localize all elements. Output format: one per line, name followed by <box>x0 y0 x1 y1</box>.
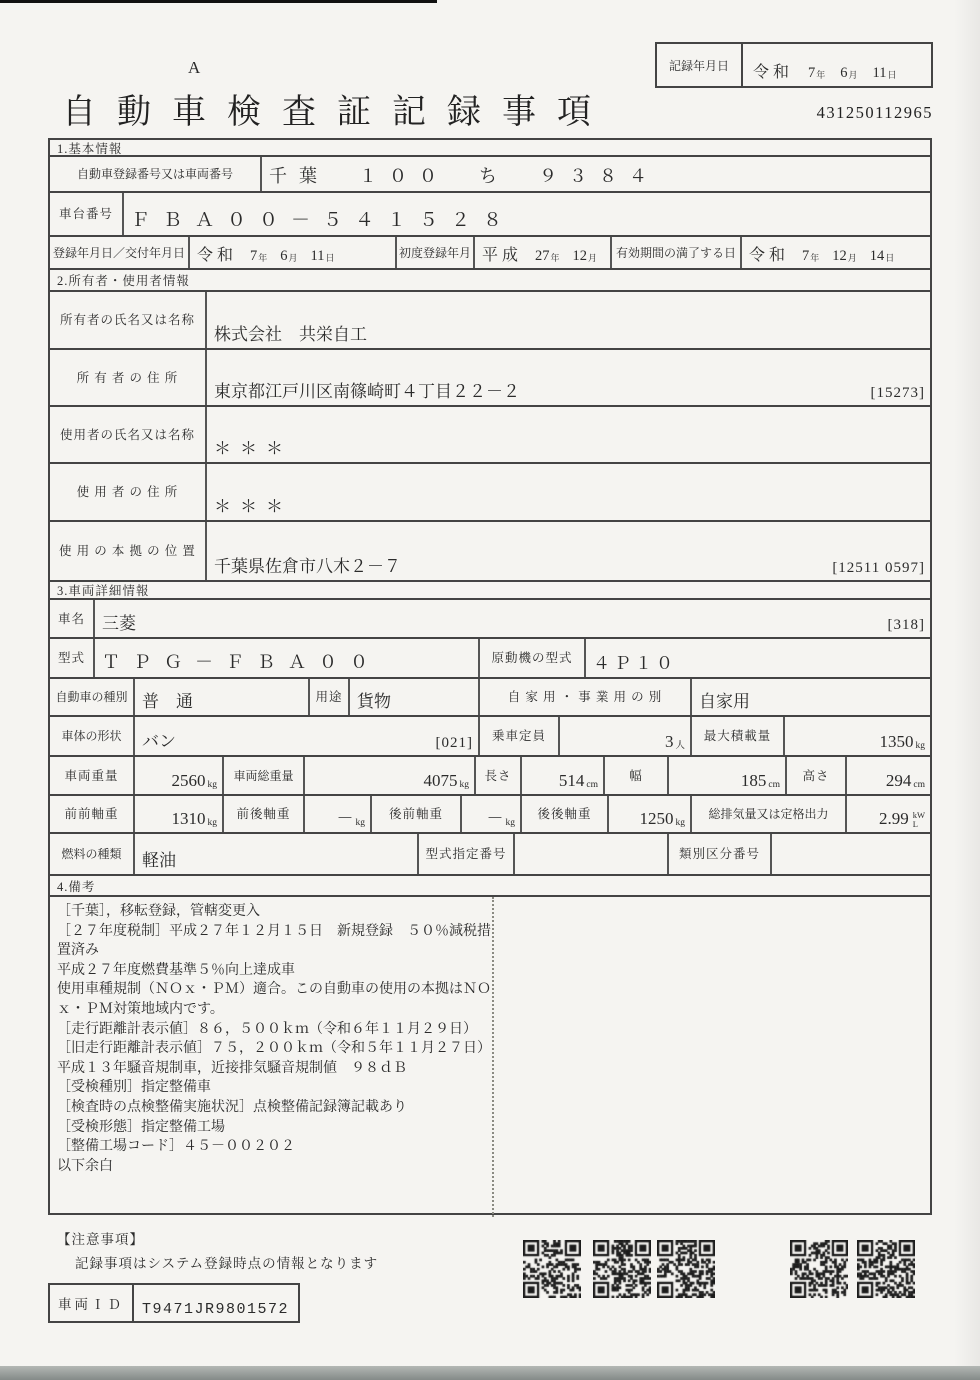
record-date-box <box>655 42 933 88</box>
section-heading-owner: 2.所有者・使用者情報 <box>50 268 930 290</box>
row-chassis-number <box>50 191 930 235</box>
notice-title: 【注意事項】 <box>57 1232 144 1247</box>
row-category-use <box>50 677 930 715</box>
section-heading-remarks: 4.備考 <box>50 874 930 895</box>
remarks-line: ［受検種別］指定整備車 <box>57 1080 211 1096</box>
expiry-date-label: 有効期間の満了する日 <box>612 237 742 268</box>
body-shape-code: [021] <box>435 735 473 751</box>
record-date-value <box>743 44 931 86</box>
row-weights-dimensions <box>50 755 930 794</box>
row-user-address <box>50 462 930 520</box>
category-label: 自動車の種別 <box>50 679 135 715</box>
month-unit: 月 <box>848 70 858 80</box>
vehicle-name-label: 車名 <box>50 600 95 637</box>
first-registration-value: 平成 27 年 12 月 <box>475 237 612 268</box>
section-heading-vehicle: 3.車両詳細情報 <box>50 580 930 598</box>
remarks-line: ｘ・ＰＭ対策地域内です。 <box>57 1001 224 1017</box>
model-value: ＴＰＧ－ＦＢＡ００ <box>95 639 480 677</box>
qr-code-5 <box>857 1240 915 1298</box>
displacement-value: 2.99 kW L <box>878 809 925 829</box>
displacement-label: 総排気量又は定格出力 <box>692 796 847 832</box>
category-value: 普 通 <box>135 679 310 715</box>
row-registration-number <box>50 155 930 191</box>
qr-code-2 <box>593 1240 651 1298</box>
engine-model-label: 原動機の型式 <box>480 639 586 677</box>
remarks-line: 平成１３年騒音規制車，近接排気騒音規制値 ９８ｄＢ <box>57 1060 407 1076</box>
remarks-line: ［走行距離計表示値］８６，５００ｋｍ（令和６年１１月２９日） <box>57 1021 477 1037</box>
capacity-value: 3 人 <box>560 717 692 755</box>
qr-code-4 <box>790 1240 848 1298</box>
page-title: 自動車検査証記録事項 <box>62 94 612 131</box>
axle-rear-rear-value: 1250 kg <box>609 796 692 832</box>
type-cert-number-label: 型式指定番号 <box>419 834 515 874</box>
record-date-label: 記録年月日 <box>657 44 743 86</box>
axle-front-front-label: 前前軸重 <box>50 796 135 832</box>
gross-weight-value: 4075 kg <box>305 757 476 794</box>
max-load-label: 最大積載量 <box>692 717 785 755</box>
user-name-label: 使用者の氏名又は名称 <box>50 407 207 462</box>
expiry-date-value: 令和 7 年 12 月 14 日 <box>749 247 895 264</box>
body-shape-value: バン [021] <box>135 717 480 755</box>
height-label: 高さ <box>787 757 847 794</box>
axle-rear-front-label: 後前軸重 <box>372 796 462 832</box>
remarks-line: 以下余白 <box>57 1158 113 1174</box>
record-date-year: 7 <box>808 65 816 81</box>
vehicle-id-box <box>48 1283 300 1323</box>
axle-front-rear-value: － kg <box>305 796 372 832</box>
user-address-value: ＊＊＊ <box>214 497 292 516</box>
remarks-text <box>57 902 491 1176</box>
remarks-line: 使用車種規制（ＮＯｘ・ＰＭ）適合。この自動車の使用の本拠はＮＯ <box>57 982 491 998</box>
vehicle-name-value: 三菱 [318] <box>102 614 925 633</box>
certificate-table <box>48 138 932 1215</box>
length-value: 514 cm <box>522 757 605 794</box>
record-date-month: 6 <box>840 65 848 81</box>
row-fuel <box>50 832 930 874</box>
owner-address-label: 所 有 者 の 住 所 <box>50 350 207 405</box>
row-vehicle-name <box>50 598 930 637</box>
use-value: 貨物 <box>350 679 480 715</box>
fuel-label: 燃料の種類 <box>50 834 135 874</box>
base-location-code: [12511 0597] <box>832 560 925 576</box>
remarks-line: ［千葉］，移転登録，管轄変更入 <box>57 904 260 919</box>
registration-date-value: 令和 7 年 6 月 11 日 <box>190 237 397 268</box>
weight-label: 車両重量 <box>50 757 135 794</box>
chassis-number-value: ＦＢＡ００－５４１５２８ <box>131 210 516 231</box>
scan-artifact-top-line <box>0 0 437 3</box>
user-address-label: 使 用 者 の 住 所 <box>50 464 207 520</box>
row-body-shape <box>50 715 930 755</box>
remarks-line: 平成２７年度燃費基準５％向上達成車 <box>57 962 295 978</box>
fuel-value: 軽油 <box>135 834 419 874</box>
vehicle-id-label: 車両ＩＤ <box>50 1285 134 1321</box>
remarks-line: ［旧走行距離計表示値］７５，２００ｋｍ（令和５年１１月２７日） <box>57 1041 491 1057</box>
owner-address-code: [15273] <box>870 385 925 401</box>
axle-front-rear-label: 前後軸重 <box>224 796 305 832</box>
page-code: A <box>188 58 201 77</box>
record-date-day: 11 <box>872 65 887 81</box>
registration-number-value: 千葉 １００ ち ９３８４ <box>269 166 659 186</box>
remarks-line: ［受検形態］指定整備工場 <box>57 1119 225 1135</box>
displacement-units: kW L <box>912 810 925 829</box>
gross-weight-label: 車両総重量 <box>224 757 305 794</box>
ownership-value: 自家用 <box>699 692 750 711</box>
length-label: 長さ <box>476 757 522 794</box>
base-location-label: 使 用 の 本 拠 の 位 置 <box>50 522 207 580</box>
vehicle-name-code: [318] <box>887 617 925 633</box>
registration-number-label: 自動車登録番号又は車両番号 <box>50 157 262 191</box>
first-registration-label: 初度登録年月 <box>397 237 475 268</box>
row-axle-weights <box>50 794 930 832</box>
record-date-era: 令和 <box>753 64 794 81</box>
remarks-line: ［検査時の点検整備実施状況］点検整備記録簿記載あり <box>57 1099 407 1115</box>
width-value: 185 cm <box>669 757 787 794</box>
base-location-value: 千葉県佐倉市八木２－７ [12511 0597] <box>214 557 925 576</box>
model-label: 型式 <box>50 639 95 677</box>
day-unit: 日 <box>887 70 897 80</box>
type-cert-number-value <box>515 834 669 874</box>
row-owner-address <box>50 348 930 405</box>
use-label: 用途 <box>310 679 350 715</box>
registration-date-label: 登録年月日／交付年月日 <box>50 237 190 268</box>
height-value: 294 cm <box>885 771 925 790</box>
engine-model-value: ４Ｐ１０ <box>593 654 677 673</box>
row-model <box>50 637 930 677</box>
remarks-line: ［２７年度税制］平成２７年１２月１５日 新規登録 ５０％減税措 <box>57 923 491 939</box>
class-number-label: 類別区分番号 <box>669 834 772 874</box>
remarks-line: ［整備工場コード］４５－００２０２ <box>57 1139 295 1155</box>
axle-rear-front-value: － kg <box>462 796 522 832</box>
owner-name-value: 株式会社 共栄自工 <box>214 325 367 344</box>
document-number: 431250112965 <box>816 103 933 122</box>
weight-value: 2560 kg <box>135 757 224 794</box>
remarks-column-divider <box>492 897 494 1217</box>
ownership-label: 自 家 用 ・ 事 業 用 の 別 <box>480 679 692 715</box>
vehicle-id-value: T9471JR9801572 <box>142 1301 290 1318</box>
qr-code-3 <box>657 1240 715 1298</box>
width-label: 幅 <box>605 757 669 794</box>
remarks-box <box>50 895 930 1217</box>
class-number-value <box>772 834 930 874</box>
remarks-line: 置済み <box>57 943 99 959</box>
row-dates <box>50 235 930 268</box>
max-load-value: 1350 kg <box>879 732 925 751</box>
row-base-location <box>50 520 930 580</box>
year-unit: 年 <box>816 70 826 80</box>
row-user-name <box>50 405 930 462</box>
capacity-label: 乗車定員 <box>480 717 560 755</box>
owner-address-value: 東京都江戸川区南篠崎町４丁目２２－２ [15273] <box>214 382 925 401</box>
axle-front-front-value: 1310 kg <box>135 796 224 832</box>
axle-rear-rear-label: 後後軸重 <box>522 796 609 832</box>
row-owner-name <box>50 290 930 348</box>
notice-text: 記録事項はシステム登録時点の情報となります <box>75 1256 379 1271</box>
body-shape-label: 車体の形状 <box>50 717 135 755</box>
section-heading-basic: 1.基本情報 <box>57 141 123 156</box>
chassis-number-label: 車台番号 <box>50 193 124 235</box>
user-name-value: ＊＊＊ <box>214 439 292 458</box>
qr-code-1 <box>523 1240 581 1298</box>
scan-artifact-right-shade <box>954 0 980 1366</box>
scan-artifact-bottom-band <box>0 1366 980 1380</box>
owner-name-label: 所有者の氏名又は名称 <box>50 292 207 348</box>
